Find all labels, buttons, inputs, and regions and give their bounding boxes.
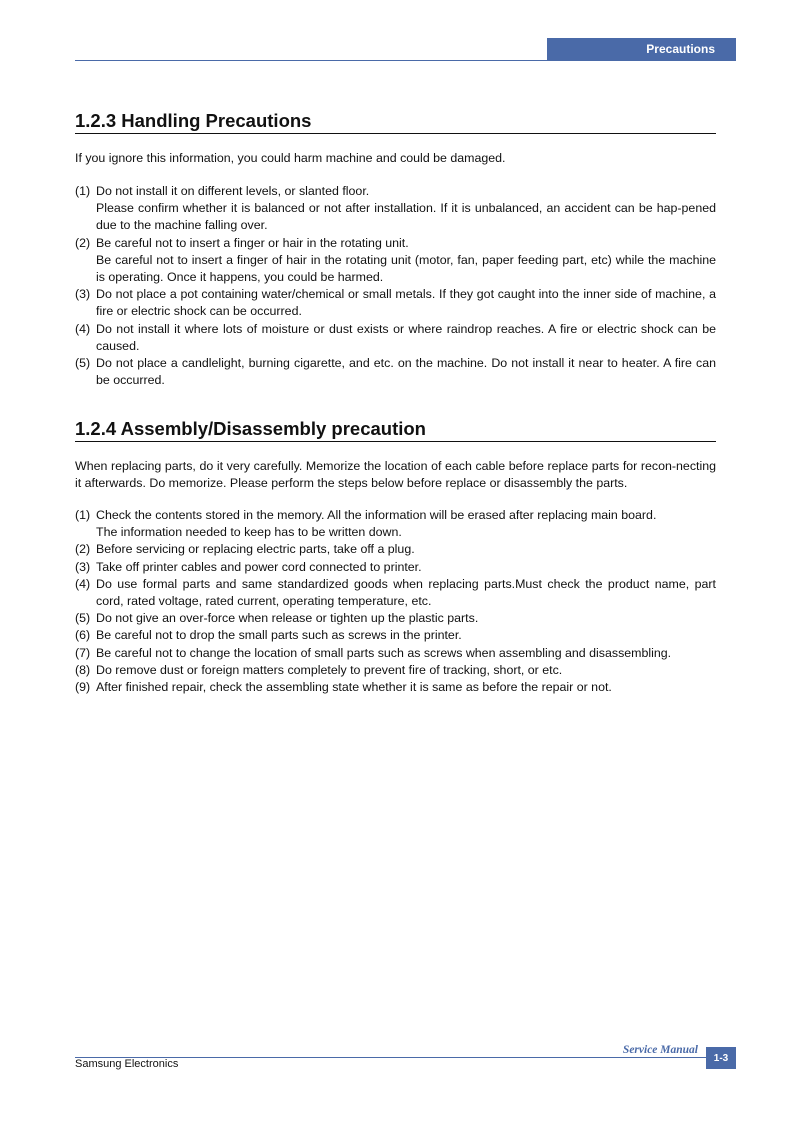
item-number: (6) <box>75 628 91 643</box>
handling-precautions-list <box>75 183 716 389</box>
item-number: (4) <box>75 321 91 336</box>
list-item <box>75 559 716 576</box>
item-text: After finished repair, check the assembling state whether it is same as before the repair or not. <box>96 680 612 695</box>
list-item <box>75 576 716 610</box>
item-text: Take off printer cables and power cord connected to printer. <box>96 559 422 574</box>
item-text: Be careful not to insert a finger or hair in the rotating unit. <box>96 235 409 250</box>
item-text: Please confirm whether it is balanced or not after installation. If it is unbalanced, an accident can be hap-pened due to the machine falling over. <box>96 201 716 233</box>
item-number: (8) <box>75 662 91 677</box>
header-section-label: Precautions <box>646 42 715 56</box>
section-title-handling: 1.2.3 Handling Precautions <box>75 110 716 134</box>
item-text: Do not give an over-force when release or tighten up the plastic parts. <box>96 611 479 626</box>
assembly-precautions-list <box>75 507 716 696</box>
list-item <box>75 321 716 355</box>
list-item <box>75 541 716 558</box>
item-number: (7) <box>75 645 91 660</box>
item-number: (2) <box>75 542 91 557</box>
page-number: 1-3 <box>713 1052 729 1064</box>
header-rule <box>75 60 736 61</box>
item-text: Do not place a pot containing water/chemical or small metals. If they got caught into the inner side of machine, a fire or electric shock can be occurred. <box>96 287 716 319</box>
item-number: (5) <box>75 356 91 371</box>
footer-page-badge <box>706 1047 736 1069</box>
item-text: Be careful not to drop the small parts such as screws in the printer. <box>96 628 462 643</box>
footer-manual-label: Service Manual <box>622 1044 698 1056</box>
section-intro-handling: If you ignore this information, you could harm machine and could be damaged. <box>75 151 506 165</box>
list-item <box>75 679 716 696</box>
item-number: (9) <box>75 680 91 695</box>
list-item <box>75 627 716 644</box>
item-text: Before servicing or replacing electric parts, take off a plug. <box>96 542 415 557</box>
section-title-assembly: 1.2.4 Assembly/Disassembly precaution <box>75 418 716 442</box>
item-text: Do not install it where lots of moisture or dust exists or where raindrop reaches. A fire or electric shock can be caused. <box>96 321 716 353</box>
item-text: Do not install it on different levels, or slanted floor. <box>96 184 370 198</box>
header-section-tab <box>547 38 736 60</box>
item-text: Check the contents stored in the memory. All the information will be erased after replacing main board. <box>96 508 657 522</box>
list-item <box>75 645 716 662</box>
item-number: (4) <box>75 576 91 591</box>
list-item <box>75 235 716 287</box>
item-number: (5) <box>75 611 91 626</box>
item-text: Be careful not to change the location of small parts such as screws when assembling and disassembling. <box>96 645 672 660</box>
item-number: (1) <box>75 184 91 198</box>
section-intro-assembly: When replacing parts, do it very carefully. Memorize the location of each cable before replace parts for recon-necting it afterwards. Do memorize. Please perform the steps below before replace or disassembly the parts. <box>75 459 716 491</box>
list-item <box>75 507 716 541</box>
item-number: (3) <box>75 287 91 302</box>
item-text: Do use formal parts and same standardized goods when replacing parts.Must check the product name, part cord, rated voltage, rated current, operating temperature, etc. <box>96 576 716 609</box>
list-item <box>75 286 716 320</box>
item-number: (1) <box>75 508 91 522</box>
item-text: The information needed to keep has to be written down. <box>96 525 402 540</box>
list-item <box>75 610 716 627</box>
item-number: (3) <box>75 559 91 574</box>
list-item <box>75 355 716 389</box>
item-text: Do not place a candlelight, burning cigarette, and etc. on the machine. Do not install it near to heater. A fire can be occurred. <box>96 356 716 388</box>
list-item <box>75 662 716 679</box>
item-number: (2) <box>75 235 91 250</box>
item-text: Be careful not to insert a finger of hair in the rotating unit (motor, fan, paper feeding part, etc) while the machine is operating. Once it happens, you could be harmed. <box>96 252 716 285</box>
list-item <box>75 183 716 235</box>
footer-company: Samsung Electronics <box>75 1058 179 1070</box>
item-text: Do remove dust or foreign matters completely to prevent fire of tracking, short, or etc. <box>96 662 563 677</box>
